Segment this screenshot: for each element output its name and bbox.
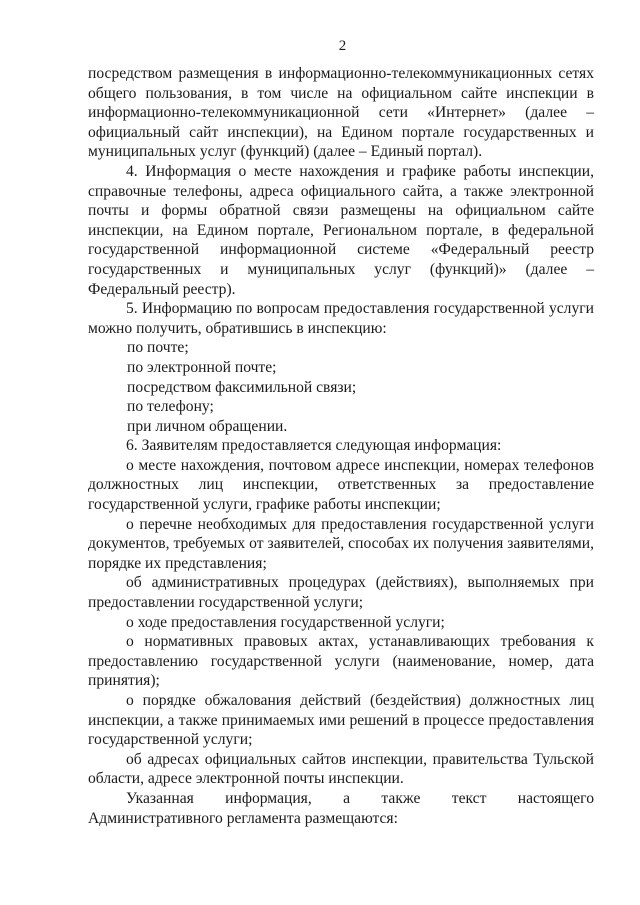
information-item: об адресах официальных сайтов инспекции, правительства Тульской области, адресе электронной почты инспекции. [88, 750, 594, 788]
paragraph-6: 6. Заявителям предоставляется следующая информация: [126, 437, 502, 455]
contact-method-item: при личном обращении. [127, 417, 288, 435]
paragraph-5: 5. Информацию по вопросам предоставления государственной услуги можно получить, обратившись в инспекцию: [88, 300, 594, 337]
information-item: о ходе предоставления государственной услуги; [126, 613, 445, 631]
contact-method-item: по телефону; [127, 398, 214, 416]
paragraph-continuation: посредством размещения в информационно-телекоммуникационных сетях общего пользования, в том числе на официальном сайте инспекции в информационно-телекоммуникационной сети «Интернет» (далее – официальный сайт инспекции), на Едином портале государственных и муниципальных услуг (функций) (далее – Единый портал). [88, 65, 594, 161]
page-number: 2 [338, 38, 347, 54]
document-body [88, 64, 594, 828]
information-item: о порядке обжалования действий (бездействия) должностных лиц инспекции, а также принимаемых ими решений в процессе предоставления государственной услуги; [88, 692, 594, 749]
information-item: о перечне необходимых для предоставления государственной услуги документов, требуемых от заявителей, способах их получения заявителями, порядке их представления; [88, 515, 594, 572]
information-item: о нормативных правовых актах, устанавливающих требования к предоставлению государственной услуги (наименование, номер, дата принятия); [88, 633, 594, 690]
information-item: об административных процедурах (действиях), выполняемых при предоставлении государственной услуги; [88, 574, 594, 612]
contact-method-item: посредством факсимильной связи; [127, 378, 357, 396]
contact-method-item: по электронной почте; [127, 358, 277, 376]
information-item: о месте нахождения, почтовом адресе инспекции, номерах телефонов должностных лиц инспекции, ответственных за предоставление государственной услуги, графике работы инспекции; [88, 456, 594, 514]
paragraph-7: Указанная информация, а также текст настоящего Административного регламента размещаются: [88, 789, 594, 827]
contact-method-item: по почте; [127, 339, 189, 357]
paragraph-4: 4. Информация о месте нахождения и графике работы инспекции, справочные телефоны, адреса официального сайта, а также электронной почты и формы обратной связи размещены на официальном сайте инспекции, на Едином портале, Региональном портале, в федеральной государственной информационной системе «Федеральный реестр государственных и муниципальных услуг (функций)» (далее – Федеральный реестр). [88, 162, 594, 298]
